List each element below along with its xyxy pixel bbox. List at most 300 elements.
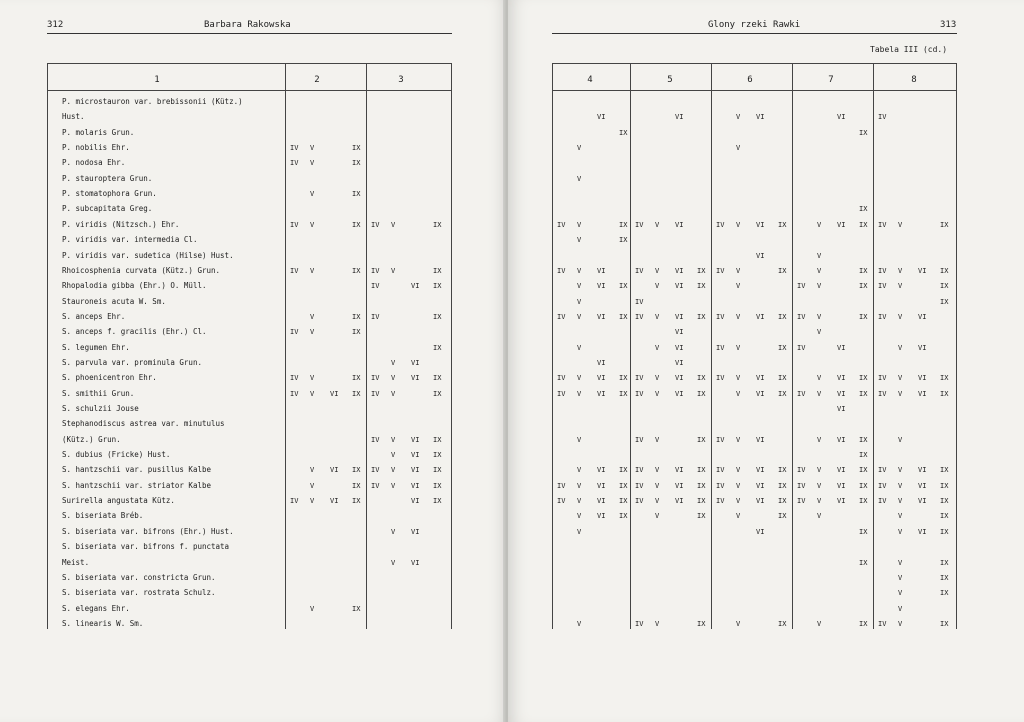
month-mark: V [817, 267, 822, 275]
month-mark: V [655, 466, 660, 474]
month-mark: V [655, 482, 660, 490]
month-mark: IV [290, 221, 299, 229]
month-mark: IV [290, 374, 299, 382]
month-mark: V [898, 559, 903, 567]
month-mark: VI [756, 252, 765, 260]
month-mark: V [310, 221, 315, 229]
month-mark: IV [716, 482, 725, 490]
column-header-3: 3 [398, 75, 404, 85]
month-mark: IX [940, 497, 949, 505]
month-mark: V [655, 497, 660, 505]
month-mark: VI [756, 466, 765, 474]
month-mark: IX [433, 497, 442, 505]
month-mark: IX [859, 374, 868, 382]
month-mark: IX [433, 313, 442, 321]
month-mark: IX [940, 267, 949, 275]
month-mark: IX [697, 466, 706, 474]
month-mark: VI [837, 344, 846, 352]
month-mark: IV [371, 221, 380, 229]
month-mark: V [898, 282, 903, 290]
month-mark: IV [290, 267, 299, 275]
month-mark: IX [352, 313, 361, 321]
month-mark: V [310, 605, 315, 613]
month-mark: V [655, 390, 660, 398]
month-mark: V [655, 620, 660, 628]
month-mark: V [898, 605, 903, 613]
month-mark: IX [940, 512, 949, 520]
month-mark: IV [557, 374, 566, 382]
month-mark: IV [878, 221, 887, 229]
right-column-divider [792, 63, 793, 629]
month-mark: IV [635, 298, 644, 306]
month-mark: V [817, 313, 822, 321]
month-mark: V [577, 436, 582, 444]
month-mark: IV [290, 159, 299, 167]
month-mark: V [736, 344, 741, 352]
month-mark: IX [697, 267, 706, 275]
left-table-top-rule [47, 63, 452, 64]
month-mark: IV [797, 390, 806, 398]
left-page-number: 312 [47, 20, 64, 30]
month-mark: IX [697, 482, 706, 490]
month-mark: V [577, 175, 582, 183]
taxon-name: S. hantzschii var. striator Kalbe [62, 481, 212, 490]
month-mark: V [577, 528, 582, 536]
month-mark: V [736, 497, 741, 505]
month-mark: V [898, 221, 903, 229]
month-mark: V [577, 221, 582, 229]
month-mark: V [817, 221, 822, 229]
month-mark: IX [433, 482, 442, 490]
month-mark: V [577, 267, 582, 275]
month-mark: IV [878, 497, 887, 505]
month-mark: V [310, 328, 315, 336]
month-mark: V [898, 390, 903, 398]
month-mark: VI [675, 267, 684, 275]
month-mark: IV [716, 267, 725, 275]
month-mark: V [310, 144, 315, 152]
right-column-divider [711, 63, 712, 629]
month-mark: IX [433, 267, 442, 275]
month-mark: IX [352, 497, 361, 505]
taxon-name: Hust. [62, 112, 85, 121]
month-mark: IV [371, 436, 380, 444]
month-mark: IX [619, 374, 628, 382]
right-column-divider [873, 63, 874, 629]
month-mark: IV [797, 466, 806, 474]
month-mark: IV [290, 390, 299, 398]
month-mark: V [736, 113, 741, 121]
month-mark: IX [859, 282, 868, 290]
month-mark: VI [837, 482, 846, 490]
month-mark: IX [433, 344, 442, 352]
month-mark: V [898, 436, 903, 444]
month-mark: IV [371, 374, 380, 382]
month-mark: V [391, 390, 396, 398]
month-mark: VI [411, 374, 420, 382]
month-mark: V [310, 190, 315, 198]
month-mark: IX [940, 374, 949, 382]
month-mark: IX [352, 159, 361, 167]
month-mark: IX [859, 436, 868, 444]
month-mark: V [898, 497, 903, 505]
month-mark: V [310, 482, 315, 490]
taxon-name: P. molaris Grun. [62, 128, 135, 137]
month-mark: IX [778, 390, 787, 398]
month-mark: IV [878, 113, 887, 121]
month-mark: V [898, 482, 903, 490]
right-table-border [956, 63, 957, 629]
taxon-name: S. hantzschii var. pusillus Kalbe [62, 465, 212, 474]
month-mark: VI [918, 528, 927, 536]
taxon-name: S. anceps f. gracilis (Ehr.) Cl. [62, 327, 207, 336]
month-mark: VI [411, 559, 420, 567]
month-mark: V [577, 512, 582, 520]
month-mark: VI [411, 528, 420, 536]
month-mark: VI [918, 466, 927, 474]
left-header-rule [47, 33, 452, 34]
month-mark: V [898, 620, 903, 628]
column-header-7: 7 [828, 75, 834, 85]
month-mark: IV [371, 267, 380, 275]
month-mark: IX [778, 512, 787, 520]
right-table-header-rule [552, 90, 957, 91]
taxon-name: Meist. [62, 558, 90, 567]
month-mark: V [310, 466, 315, 474]
month-mark: IX [619, 390, 628, 398]
month-mark: VI [411, 359, 420, 367]
taxon-name: S. biseriata Bréb. [62, 511, 144, 520]
month-mark: V [310, 390, 315, 398]
month-mark: IX [940, 482, 949, 490]
month-mark: IX [940, 589, 949, 597]
month-mark: IV [371, 466, 380, 474]
taxon-name: Rhoicosphenia curvata (Kütz.) Grun. [62, 266, 221, 275]
month-mark: IV [371, 482, 380, 490]
month-mark: VI [597, 497, 606, 505]
month-mark: IX [433, 282, 442, 290]
left-column-divider [366, 63, 367, 629]
month-mark: V [577, 482, 582, 490]
month-mark: IV [290, 497, 299, 505]
taxon-name: P. stauroptera Grun. [62, 174, 153, 183]
month-mark: IV [371, 390, 380, 398]
month-mark: IV [716, 344, 725, 352]
month-mark: IX [619, 129, 628, 137]
month-mark: IV [371, 313, 380, 321]
month-mark: IX [352, 605, 361, 613]
month-mark: IX [859, 267, 868, 275]
month-mark: IV [557, 497, 566, 505]
month-mark: IX [352, 267, 361, 275]
month-mark: V [736, 512, 741, 520]
taxon-name: P. nodosa Ehr. [62, 158, 126, 167]
month-mark: IX [697, 374, 706, 382]
month-mark: V [577, 298, 582, 306]
month-mark: IV [635, 436, 644, 444]
month-mark: VI [918, 497, 927, 505]
month-mark: V [736, 436, 741, 444]
month-mark: V [577, 374, 582, 382]
month-mark: V [655, 374, 660, 382]
month-mark: IX [859, 466, 868, 474]
month-mark: V [817, 282, 822, 290]
month-mark: VI [756, 390, 765, 398]
month-mark: V [817, 497, 822, 505]
right-running-head: Glony rzeki Rawki [708, 20, 801, 30]
month-mark: IX [940, 298, 949, 306]
month-mark: IX [778, 466, 787, 474]
month-mark: IX [352, 221, 361, 229]
month-mark: IX [619, 313, 628, 321]
month-mark: VI [675, 313, 684, 321]
month-mark: IV [797, 282, 806, 290]
month-mark: IX [433, 451, 442, 459]
month-mark: VI [597, 390, 606, 398]
month-mark: IV [797, 344, 806, 352]
month-mark: V [391, 466, 396, 474]
month-mark: IX [859, 497, 868, 505]
month-mark: IV [290, 144, 299, 152]
month-mark: IV [557, 482, 566, 490]
taxon-name: S. phoenicentron Ehr. [62, 373, 157, 382]
taxon-name: S. linearis W. Sm. [62, 619, 144, 628]
month-mark: IX [352, 328, 361, 336]
month-mark: VI [756, 374, 765, 382]
taxon-name: S. biseriata var. constricta Grun. [62, 573, 216, 582]
month-mark: VI [411, 482, 420, 490]
month-mark: V [736, 282, 741, 290]
month-mark: IX [778, 344, 787, 352]
month-mark: IX [778, 374, 787, 382]
month-mark: V [817, 620, 822, 628]
month-mark: VI [837, 374, 846, 382]
month-mark: IX [619, 282, 628, 290]
month-mark: VI [675, 328, 684, 336]
month-mark: V [655, 267, 660, 275]
month-mark: IV [635, 482, 644, 490]
month-mark: VI [597, 313, 606, 321]
month-mark: IX [859, 390, 868, 398]
month-mark: IX [778, 221, 787, 229]
month-mark: IV [878, 390, 887, 398]
month-mark: V [655, 512, 660, 520]
month-mark: V [577, 620, 582, 628]
month-mark: IX [433, 374, 442, 382]
month-mark: IV [716, 436, 725, 444]
month-mark: IX [352, 466, 361, 474]
month-mark: VI [756, 221, 765, 229]
month-mark: VI [675, 390, 684, 398]
month-mark: IX [697, 512, 706, 520]
column-header-4: 4 [587, 75, 593, 85]
month-mark: IV [878, 313, 887, 321]
month-mark: V [577, 313, 582, 321]
month-mark: IV [635, 497, 644, 505]
month-mark: V [736, 221, 741, 229]
month-mark: V [310, 497, 315, 505]
left-table-border [451, 63, 452, 629]
month-mark: IX [859, 482, 868, 490]
month-mark: IX [352, 190, 361, 198]
month-mark: IV [635, 466, 644, 474]
taxon-name: Rhopalodia gibba (Ehr.) O. Müll. [62, 281, 207, 290]
month-mark: IV [716, 221, 725, 229]
column-header-2: 2 [314, 75, 320, 85]
month-mark: VI [597, 512, 606, 520]
month-mark: IX [859, 221, 868, 229]
month-mark: IV [290, 328, 299, 336]
month-mark: VI [675, 344, 684, 352]
month-mark: V [655, 436, 660, 444]
month-mark: VI [675, 497, 684, 505]
month-mark: IX [352, 374, 361, 382]
month-mark: IX [859, 129, 868, 137]
month-mark: V [736, 313, 741, 321]
month-mark: V [736, 374, 741, 382]
month-mark: V [817, 482, 822, 490]
month-mark: VI [675, 113, 684, 121]
month-mark: V [577, 344, 582, 352]
taxon-name: P. viridis (Nitzsch.) Ehr. [62, 220, 180, 229]
month-mark: VI [411, 282, 420, 290]
month-mark: IX [778, 497, 787, 505]
month-mark: IX [433, 390, 442, 398]
month-mark: IV [878, 482, 887, 490]
month-mark: IX [352, 144, 361, 152]
month-mark: VI [597, 113, 606, 121]
month-mark: IX [778, 313, 787, 321]
month-mark: VI [675, 282, 684, 290]
taxon-name: S. dubius (Fricke) Hust. [62, 450, 171, 459]
month-mark: IX [352, 482, 361, 490]
month-mark: IV [635, 374, 644, 382]
month-mark: V [577, 236, 582, 244]
month-mark: VI [837, 390, 846, 398]
month-mark: VI [411, 451, 420, 459]
month-mark: IV [878, 466, 887, 474]
column-header-8: 8 [911, 75, 917, 85]
month-mark: IX [619, 497, 628, 505]
month-mark: IV [635, 221, 644, 229]
month-mark: V [310, 159, 315, 167]
month-mark: V [898, 512, 903, 520]
taxon-name: S. biseriata var. bifrons (Ehr.) Hust. [62, 527, 234, 536]
month-mark: V [391, 267, 396, 275]
month-mark: VI [597, 282, 606, 290]
month-mark: IX [778, 482, 787, 490]
taxon-name: Surirella angustata Kütz. [62, 496, 175, 505]
month-mark: IX [859, 451, 868, 459]
month-mark: V [898, 466, 903, 474]
month-mark: VI [756, 313, 765, 321]
month-mark: VI [597, 482, 606, 490]
month-mark: VI [837, 405, 846, 413]
month-mark: IX [940, 282, 949, 290]
month-mark: IX [697, 436, 706, 444]
month-mark: IX [940, 221, 949, 229]
month-mark: IX [697, 282, 706, 290]
month-mark: IX [940, 528, 949, 536]
month-mark: IX [778, 267, 787, 275]
taxon-name: P. microstauron var. brebissonii (Kütz.) [62, 97, 243, 106]
month-mark: VI [330, 466, 339, 474]
taxon-name: P. viridis var. intermedia Cl. [62, 235, 198, 244]
month-mark: V [736, 144, 741, 152]
taxon-name: Stauroneis acuta W. Sm. [62, 297, 166, 306]
month-mark: IV [878, 267, 887, 275]
right-page [508, 0, 1024, 722]
month-mark: V [391, 559, 396, 567]
month-mark: IV [716, 466, 725, 474]
month-mark: IV [635, 267, 644, 275]
month-mark: VI [675, 359, 684, 367]
month-mark: V [577, 282, 582, 290]
taxon-name: S. parvula var. prominula Grun. [62, 358, 202, 367]
table-title: Tabela III (cd.) [870, 45, 948, 54]
month-mark: V [817, 374, 822, 382]
month-mark: VI [597, 466, 606, 474]
month-mark: IX [697, 497, 706, 505]
month-mark: IX [778, 620, 787, 628]
month-mark: IX [940, 390, 949, 398]
left-table-border [47, 63, 48, 629]
month-mark: VI [411, 497, 420, 505]
month-mark: VI [597, 267, 606, 275]
month-mark: IX [697, 620, 706, 628]
taxon-name: P. stomatophora Grun. [62, 189, 157, 198]
month-mark: V [898, 574, 903, 582]
month-mark: V [898, 344, 903, 352]
month-mark: V [310, 267, 315, 275]
left-running-head: Barbara Rakowska [204, 20, 291, 30]
month-mark: IX [859, 559, 868, 567]
month-mark: IX [619, 466, 628, 474]
month-mark: V [736, 267, 741, 275]
month-mark: VI [330, 390, 339, 398]
taxon-name: Stephanodiscus astrea var. minutulus [62, 419, 225, 428]
column-header-6: 6 [747, 75, 753, 85]
month-mark: IX [619, 221, 628, 229]
right-column-divider [630, 63, 631, 629]
month-mark: VI [675, 221, 684, 229]
taxon-name: S. anceps Ehr. [62, 312, 126, 321]
month-mark: IV [716, 313, 725, 321]
taxon-name: S. biseriata var. rostrata Schulz. [62, 588, 216, 597]
column-header-5: 5 [667, 75, 673, 85]
month-mark: IX [859, 528, 868, 536]
month-mark: VI [918, 344, 927, 352]
month-mark: V [898, 374, 903, 382]
month-mark: V [391, 374, 396, 382]
month-mark: V [655, 344, 660, 352]
month-mark: V [817, 436, 822, 444]
month-mark: IV [635, 390, 644, 398]
right-table-top-rule [552, 63, 957, 64]
month-mark: V [817, 512, 822, 520]
month-mark: V [655, 282, 660, 290]
month-mark: IV [635, 620, 644, 628]
right-page-number: 313 [940, 20, 957, 30]
month-mark: V [817, 328, 822, 336]
month-mark: VI [411, 436, 420, 444]
month-mark: VI [675, 374, 684, 382]
month-mark: IX [940, 574, 949, 582]
month-mark: VI [837, 221, 846, 229]
month-mark: V [736, 390, 741, 398]
month-mark: VI [675, 466, 684, 474]
month-mark: VI [756, 113, 765, 121]
